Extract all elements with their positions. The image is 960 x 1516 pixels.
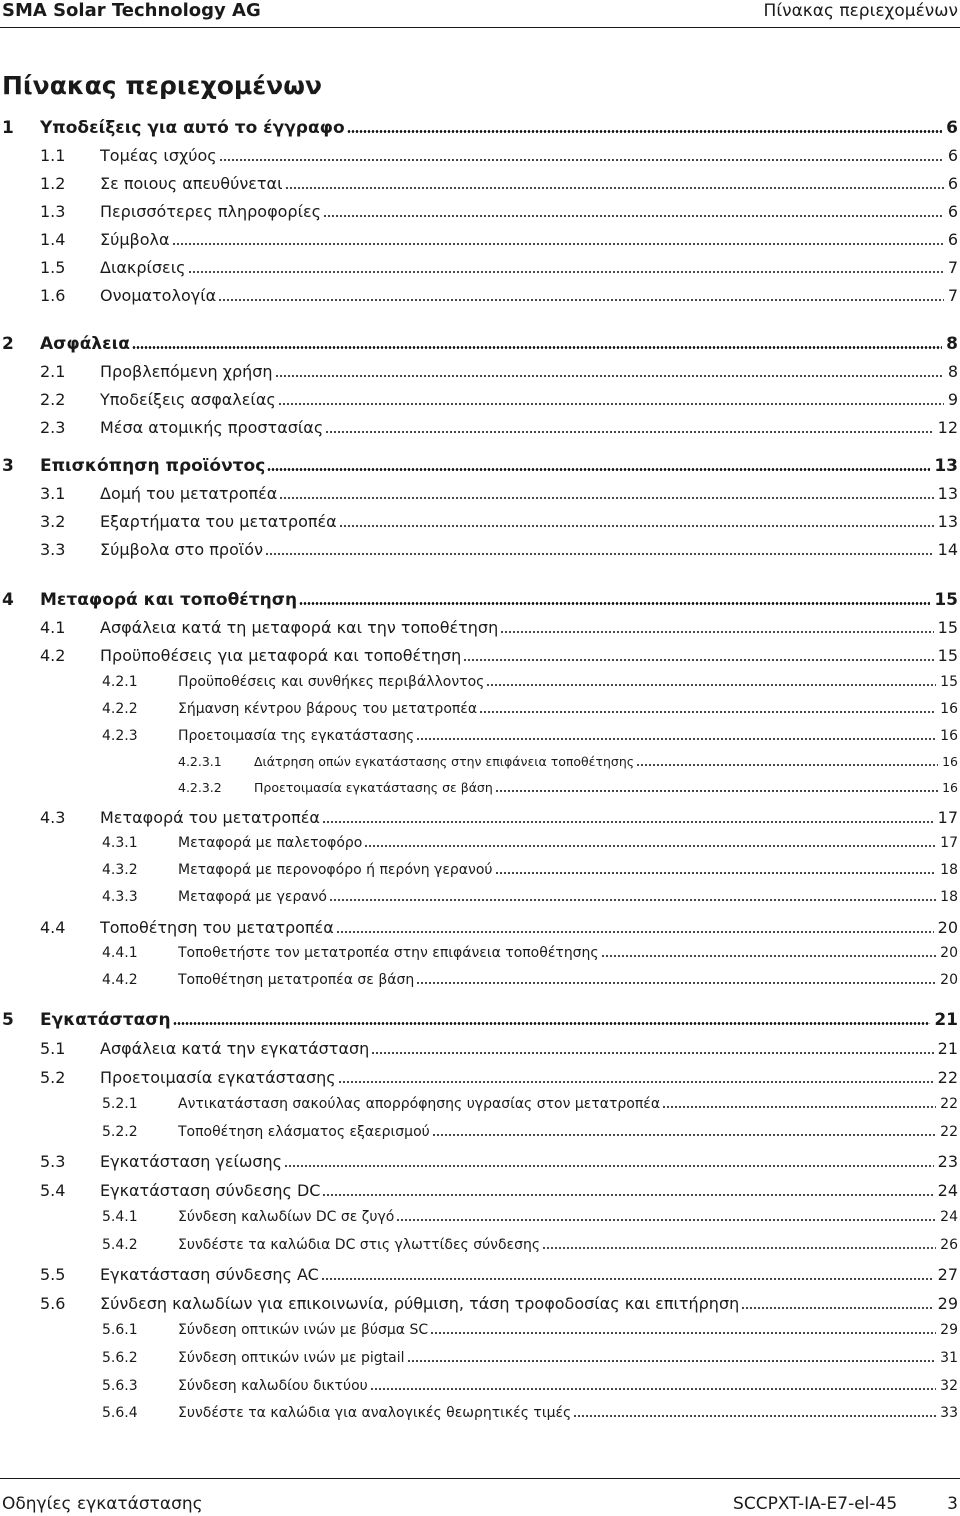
toc-dot-leader bbox=[132, 346, 942, 349]
toc-entry-number: 4.4.2 bbox=[102, 972, 138, 988]
toc-entry-page[interactable]: 14 bbox=[937, 540, 958, 559]
toc-dot-leader bbox=[416, 982, 936, 984]
toc-entry-number: 5.6.3 bbox=[102, 1378, 138, 1394]
toc-entry[interactable] bbox=[40, 808, 958, 827]
toc-entry-page[interactable]: 15 bbox=[940, 674, 958, 690]
toc-entry[interactable] bbox=[102, 1322, 958, 1338]
toc-entry-title[interactable]: Δομή του μετατροπέα bbox=[100, 484, 278, 503]
toc-entry-page[interactable]: 16 bbox=[940, 701, 958, 717]
toc-entry-page[interactable]: 22 bbox=[940, 1124, 958, 1140]
toc-dot-leader bbox=[173, 1022, 931, 1025]
toc-entry-page[interactable]: 32 bbox=[940, 1378, 958, 1394]
toc-dot-leader bbox=[188, 271, 944, 273]
toc-entry-title[interactable]: Εγκατάσταση bbox=[40, 1010, 171, 1030]
footer-rule bbox=[0, 1478, 960, 1479]
toc-dot-leader bbox=[662, 1106, 936, 1108]
toc-entry[interactable] bbox=[40, 174, 958, 193]
toc-entry-page[interactable]: 8 bbox=[947, 362, 958, 381]
footer-page-number: 3 bbox=[947, 1494, 958, 1514]
toc-entry-page[interactable]: 18 bbox=[940, 889, 958, 905]
toc-entry[interactable] bbox=[40, 1068, 958, 1087]
toc-entry-title[interactable]: Τοποθέτηση ελάσματος εξαερισμού bbox=[178, 1124, 430, 1140]
toc-dot-leader bbox=[601, 955, 937, 957]
toc-entry-page[interactable]: 26 bbox=[940, 1237, 958, 1253]
toc-entry[interactable] bbox=[40, 286, 958, 305]
toc-entry-title[interactable]: Σύνδεση καλωδίων για επικοινωνία, ρύθμιση, τάση τροφοδοσίας και επιτήρηση bbox=[100, 1294, 740, 1313]
header-section: Πίνακας περιεχομένων bbox=[763, 1, 958, 21]
toc-entry-page[interactable]: 17 bbox=[940, 835, 958, 851]
toc-entry-page[interactable]: 20 bbox=[940, 972, 958, 988]
toc-entry[interactable] bbox=[40, 1265, 958, 1284]
toc-entry-page[interactable]: 29 bbox=[937, 1294, 958, 1313]
toc-entry-page[interactable]: 24 bbox=[937, 1181, 958, 1200]
toc-entry-title[interactable]: Ονοματολογία bbox=[100, 286, 217, 305]
toc-entry[interactable] bbox=[102, 1124, 958, 1140]
toc-entry-number: 5.1 bbox=[40, 1039, 66, 1058]
toc-entry-title[interactable]: Τοποθέτηση μετατροπέα σε βάση bbox=[178, 972, 415, 988]
toc-entry-page[interactable]: 16 bbox=[942, 754, 958, 769]
toc-entry-title[interactable]: Σύμβολα bbox=[100, 230, 170, 249]
toc-dot-leader bbox=[267, 468, 930, 471]
toc-entry[interactable] bbox=[102, 701, 958, 717]
toc-entry-number: 5.2 bbox=[40, 1068, 66, 1087]
toc-entry-page[interactable]: 23 bbox=[937, 1152, 958, 1171]
toc-dot-leader bbox=[218, 299, 944, 301]
toc-dot-leader bbox=[500, 631, 933, 633]
toc-entry-number: 4.3.1 bbox=[102, 835, 138, 851]
toc-entry-page[interactable]: 6 bbox=[947, 146, 958, 165]
toc-dot-leader bbox=[299, 602, 930, 605]
toc-dot-leader bbox=[338, 1081, 934, 1083]
toc-entry-number: 4.2.3.1 bbox=[178, 754, 222, 769]
toc-entry[interactable] bbox=[102, 835, 958, 851]
toc-entry[interactable] bbox=[102, 674, 958, 690]
toc-entry-number: 5.4.2 bbox=[102, 1237, 138, 1253]
toc-entry-title[interactable]: Επισκόπηση προϊόντος bbox=[40, 456, 266, 476]
toc-entry-number: 2 bbox=[2, 334, 14, 354]
toc-dot-leader bbox=[278, 403, 944, 405]
toc-entry[interactable] bbox=[40, 202, 958, 221]
toc-entry-title[interactable]: Προϋποθέσεις για μεταφορά και τοποθέτηση bbox=[100, 646, 462, 665]
toc-entry-title[interactable]: Ασφάλεια κατά τη μεταφορά και την τοποθέτηση bbox=[100, 618, 499, 637]
toc-entry-title[interactable]: Σύνδεση καλωδίων DC σε ζυγό bbox=[178, 1209, 395, 1225]
toc-entry-title[interactable]: Συνδέστε τα καλώδια για αναλογικές θεωρητικές τιμές bbox=[178, 1405, 572, 1421]
toc-entry-title[interactable]: Σύνδεση οπτικών ινών με βύσμα SC bbox=[178, 1322, 429, 1338]
toc-entry-title[interactable]: Προετοιμασία της εγκατάστασης bbox=[178, 728, 415, 744]
toc-entry[interactable] bbox=[102, 945, 958, 961]
toc-dot-leader bbox=[573, 1415, 936, 1417]
toc-dot-leader bbox=[339, 525, 934, 527]
toc-entry-title[interactable]: Εξαρτήματα του μετατροπέα bbox=[100, 512, 337, 531]
toc-entry[interactable] bbox=[40, 484, 958, 503]
toc-dot-leader bbox=[325, 431, 933, 433]
toc-entry-number: 3.2 bbox=[40, 512, 66, 531]
toc-entry-number: 1.2 bbox=[40, 174, 66, 193]
toc-entry[interactable] bbox=[40, 618, 958, 637]
footer-doc-code: SCCPXT-IA-E7-el-45 bbox=[733, 1494, 898, 1514]
toc-entry[interactable] bbox=[178, 754, 958, 769]
toc-dot-leader bbox=[322, 1194, 933, 1196]
toc-dot-leader bbox=[741, 1307, 933, 1309]
toc-entry[interactable] bbox=[40, 230, 958, 249]
toc-entry-title[interactable]: Προβλεπόμενη χρήση bbox=[100, 362, 273, 381]
toc-entry-title[interactable]: Ασφάλεια bbox=[40, 334, 130, 354]
toc-entry-title[interactable]: Προετοιμασία εγκατάστασης σε βάση bbox=[254, 780, 493, 795]
toc-entry-title[interactable]: Σε ποιους απευθύνεται bbox=[100, 174, 283, 193]
toc-entry-title[interactable]: Σύμβολα στο προϊόν bbox=[100, 540, 264, 559]
toc-entry-number: 5.2.2 bbox=[102, 1124, 138, 1140]
toc-entry[interactable] bbox=[102, 728, 958, 744]
toc-entry-page[interactable]: 21 bbox=[937, 1039, 958, 1058]
toc-entry-title[interactable]: Τοποθετήστε τον μετατροπέα στην επιφάνεια τοποθέτησης bbox=[178, 945, 599, 961]
toc-dot-leader bbox=[396, 1219, 936, 1221]
toc-entry[interactable] bbox=[40, 1039, 958, 1058]
toc-entry-page[interactable]: 9 bbox=[947, 390, 958, 409]
toc-entry-page[interactable]: 16 bbox=[940, 728, 958, 744]
toc-entry[interactable] bbox=[40, 512, 958, 531]
header-company: SMA Solar Technology AG bbox=[2, 0, 261, 21]
toc-entry-page[interactable]: 6 bbox=[947, 174, 958, 193]
toc-entry-number: 2.2 bbox=[40, 390, 66, 409]
toc-entry-number: 4 bbox=[2, 590, 14, 610]
toc-entry-number: 5.5 bbox=[40, 1265, 66, 1284]
toc-entry-title[interactable]: Αντικατάσταση σακούλας απορρόφησης υγρασίας στον μετατροπέα bbox=[178, 1096, 661, 1112]
toc-entry-number: 4.2.3 bbox=[102, 728, 138, 744]
toc-entry[interactable] bbox=[102, 862, 958, 878]
toc-entry-title[interactable]: Εγκατάσταση γείωσης bbox=[100, 1152, 283, 1171]
toc-entry-page[interactable]: 18 bbox=[940, 862, 958, 878]
toc-dot-leader bbox=[416, 738, 936, 740]
toc-entry-number: 1.3 bbox=[40, 202, 66, 221]
toc-entry-title[interactable]: Μεταφορά με παλετοφόρο bbox=[178, 835, 363, 851]
toc-entry-number: 1.6 bbox=[40, 286, 66, 305]
toc-entry[interactable] bbox=[102, 1096, 958, 1112]
toc-dot-leader bbox=[172, 243, 944, 245]
toc-entry[interactable] bbox=[2, 118, 958, 138]
toc-entry-title[interactable]: Μεταφορά με περονοφόρο ή περόνη γερανού bbox=[178, 862, 493, 878]
toc-entry-page[interactable]: 22 bbox=[940, 1096, 958, 1112]
toc-entry-number: 5.6.1 bbox=[102, 1322, 138, 1338]
toc-entry-number: 3.3 bbox=[40, 540, 66, 559]
toc-entry-title[interactable]: Τομέας ισχύος bbox=[100, 146, 217, 165]
toc-entry-page[interactable]: 13 bbox=[937, 512, 958, 531]
toc-entry-number: 4.2 bbox=[40, 646, 66, 665]
toc-entry[interactable] bbox=[102, 1378, 958, 1394]
toc-entry[interactable] bbox=[40, 1152, 958, 1171]
toc-entry-number: 1.5 bbox=[40, 258, 66, 277]
toc-entry-page[interactable]: 16 bbox=[942, 780, 958, 795]
toc-entry[interactable] bbox=[40, 418, 958, 437]
toc-dot-leader bbox=[285, 187, 944, 189]
toc-dot-leader bbox=[371, 1052, 933, 1054]
toc-entry-title[interactable]: Ασφάλεια κατά την εγκατάσταση bbox=[100, 1039, 370, 1058]
toc-entry[interactable] bbox=[102, 1405, 958, 1421]
toc-entry-number: 5.6 bbox=[40, 1294, 66, 1313]
toc-entry-page[interactable]: 7 bbox=[947, 258, 958, 277]
toc-entry-page[interactable]: 15 bbox=[934, 590, 958, 610]
toc-entry-page[interactable]: 22 bbox=[937, 1068, 958, 1087]
toc-entry-page[interactable]: 6 bbox=[947, 230, 958, 249]
toc-entry-number: 5.6.4 bbox=[102, 1405, 138, 1421]
toc-entry-title[interactable]: Τοποθέτηση του μετατροπέα bbox=[100, 918, 334, 937]
toc-dot-leader bbox=[284, 1165, 934, 1167]
toc-dot-leader bbox=[336, 931, 934, 933]
toc-dot-leader bbox=[486, 684, 936, 686]
toc-dot-leader bbox=[495, 872, 937, 874]
toc-entry-page[interactable]: 20 bbox=[937, 918, 958, 937]
toc-entry[interactable] bbox=[40, 146, 958, 165]
toc-entry-page[interactable]: 24 bbox=[940, 1209, 958, 1225]
toc-entry-page[interactable]: 27 bbox=[937, 1265, 958, 1284]
toc-entry[interactable] bbox=[40, 1181, 958, 1200]
toc-dot-leader bbox=[432, 1134, 936, 1136]
toc-entry-number: 4.3.2 bbox=[102, 862, 138, 878]
toc-entry-number: 4.4.1 bbox=[102, 945, 138, 961]
toc-entry[interactable] bbox=[40, 258, 958, 277]
toc-entry[interactable] bbox=[2, 334, 958, 354]
toc-entry[interactable] bbox=[40, 390, 958, 409]
toc-entry-page[interactable]: 6 bbox=[947, 202, 958, 221]
toc-entry[interactable] bbox=[102, 1209, 958, 1225]
toc-entry-page[interactable]: 21 bbox=[934, 1010, 958, 1030]
toc-dot-leader bbox=[463, 659, 933, 661]
toc-entry-number: 4.4 bbox=[40, 918, 66, 937]
toc-dot-leader bbox=[430, 1332, 936, 1334]
toc-entry-page[interactable]: 15 bbox=[937, 618, 958, 637]
toc-entry[interactable] bbox=[40, 362, 958, 381]
toc-entry-title[interactable]: Σήμανση κέντρου βάρους του μετατροπέα bbox=[178, 701, 478, 717]
toc-entry-number: 5.6.2 bbox=[102, 1350, 138, 1366]
toc-dot-leader bbox=[364, 845, 936, 847]
toc-entry-number: 2.1 bbox=[40, 362, 66, 381]
toc-entry-title[interactable]: Εγκατάσταση σύνδεσης AC bbox=[100, 1265, 319, 1284]
toc-entry-title[interactable]: Προϋποθέσεις και συνθήκες περιβάλλοντος bbox=[178, 674, 485, 690]
toc-entry[interactable] bbox=[40, 646, 958, 665]
toc-dot-leader bbox=[219, 159, 944, 161]
toc-entry-number: 5 bbox=[2, 1010, 14, 1030]
toc-entry-number: 4.3.3 bbox=[102, 889, 138, 905]
toc-dot-leader bbox=[479, 711, 936, 713]
toc-dot-leader bbox=[329, 899, 936, 901]
toc-entry[interactable] bbox=[102, 1237, 958, 1253]
toc-entry-number: 4.2.2 bbox=[102, 701, 138, 717]
page-title: Πίνακας περιεχομένων bbox=[2, 71, 322, 100]
toc-entry-page[interactable]: 12 bbox=[937, 418, 958, 437]
toc-entry-page[interactable]: 17 bbox=[937, 808, 958, 827]
toc-entry-page[interactable]: 13 bbox=[934, 456, 958, 476]
toc-entry-title[interactable]: Προετοιμασία εγκατάστασης bbox=[100, 1068, 336, 1087]
toc-entry-number: 4.1 bbox=[40, 618, 66, 637]
toc-entry[interactable] bbox=[2, 456, 958, 476]
toc-entry-number: 2.3 bbox=[40, 418, 66, 437]
toc-entry-title[interactable]: Εγκατάσταση σύνδεσης DC bbox=[100, 1181, 321, 1200]
toc-entry-page[interactable]: 20 bbox=[940, 945, 958, 961]
toc-entry-title[interactable]: Σύνδεση καλωδίου δικτύου bbox=[178, 1378, 368, 1394]
toc-dot-leader bbox=[323, 215, 944, 217]
toc-entry-title[interactable]: Διακρίσεις bbox=[100, 258, 186, 277]
toc-dot-leader bbox=[275, 375, 944, 377]
toc-entry-title[interactable]: Περισσότερες πληροφορίες bbox=[100, 202, 322, 221]
toc-entry[interactable] bbox=[40, 1294, 958, 1313]
toc-entry-title[interactable]: Μέσα ατομικής προστασίας bbox=[100, 418, 324, 437]
toc-entry-number: 5.4.1 bbox=[102, 1209, 138, 1225]
toc-entry[interactable] bbox=[102, 889, 958, 905]
toc-entry-number: 5.3 bbox=[40, 1152, 66, 1171]
toc-entry-title[interactable]: Υποδείξεις ασφαλείας bbox=[100, 390, 276, 409]
toc-entry-page[interactable]: 33 bbox=[940, 1405, 958, 1421]
toc-entry[interactable] bbox=[40, 540, 958, 559]
toc-entry-page[interactable]: 31 bbox=[940, 1350, 958, 1366]
toc-dot-leader bbox=[265, 553, 934, 555]
toc-dot-leader bbox=[636, 764, 938, 766]
toc-entry-number: 1.1 bbox=[40, 146, 66, 165]
toc-dot-leader bbox=[322, 821, 934, 823]
toc-entry-number: 4.3 bbox=[40, 808, 66, 827]
toc-entry-page[interactable]: 8 bbox=[946, 334, 958, 354]
toc-entry-number: 1 bbox=[2, 118, 14, 138]
toc-entry[interactable] bbox=[2, 1010, 958, 1030]
toc-entry[interactable] bbox=[178, 780, 958, 795]
toc-entry-title[interactable]: Υποδείξεις για αυτό το έγγραφο bbox=[40, 118, 345, 138]
toc-entry-number: 1.4 bbox=[40, 230, 66, 249]
toc-dot-leader bbox=[407, 1360, 937, 1362]
footer-doc-type: Οδηγίες εγκατάστασης bbox=[2, 1494, 203, 1514]
toc-entry-number: 3 bbox=[2, 456, 14, 476]
toc-entry-number: 5.2.1 bbox=[102, 1096, 138, 1112]
toc-dot-leader bbox=[321, 1278, 934, 1280]
toc-entry-page[interactable]: 6 bbox=[946, 118, 958, 138]
toc-dot-leader bbox=[542, 1247, 936, 1249]
toc-entry-number: 4.2.1 bbox=[102, 674, 138, 690]
toc-entry-title[interactable]: Συνδέστε τα καλώδια DC στις γλωττίδες σύνδεσης bbox=[178, 1237, 541, 1253]
toc-entry-page[interactable]: 29 bbox=[940, 1322, 958, 1338]
toc-entry[interactable] bbox=[2, 590, 958, 610]
toc-entry-title[interactable]: Μεταφορά του μετατροπέα bbox=[100, 808, 320, 827]
toc-dot-leader bbox=[347, 130, 943, 133]
toc-dot-leader bbox=[279, 497, 933, 499]
toc-entry-number: 3.1 bbox=[40, 484, 66, 503]
toc-entry-number: 4.2.3.2 bbox=[178, 780, 222, 795]
toc-entry[interactable] bbox=[40, 918, 958, 937]
toc-entry-title[interactable]: Διάτρηση οπών εγκατάστασης στην επιφάνεια τοποθέτησης bbox=[254, 754, 635, 769]
toc-entry-number: 5.4 bbox=[40, 1181, 66, 1200]
toc-entry-page[interactable]: 13 bbox=[937, 484, 958, 503]
toc-dot-leader bbox=[370, 1388, 936, 1390]
footer-right bbox=[733, 1493, 958, 1515]
toc-entry[interactable] bbox=[102, 972, 958, 988]
toc-entry-page[interactable]: 15 bbox=[937, 646, 958, 665]
toc-entry-title[interactable]: Σύνδεση οπτικών ινών με pigtail bbox=[178, 1350, 405, 1366]
toc-entry[interactable] bbox=[102, 1350, 958, 1366]
toc-entry-page[interactable]: 7 bbox=[947, 286, 958, 305]
toc-entry-title[interactable]: Μεταφορά με γερανό bbox=[178, 889, 327, 905]
toc-dot-leader bbox=[495, 790, 938, 792]
toc-entry-title[interactable]: Μεταφορά και τοποθέτηση bbox=[40, 590, 298, 610]
